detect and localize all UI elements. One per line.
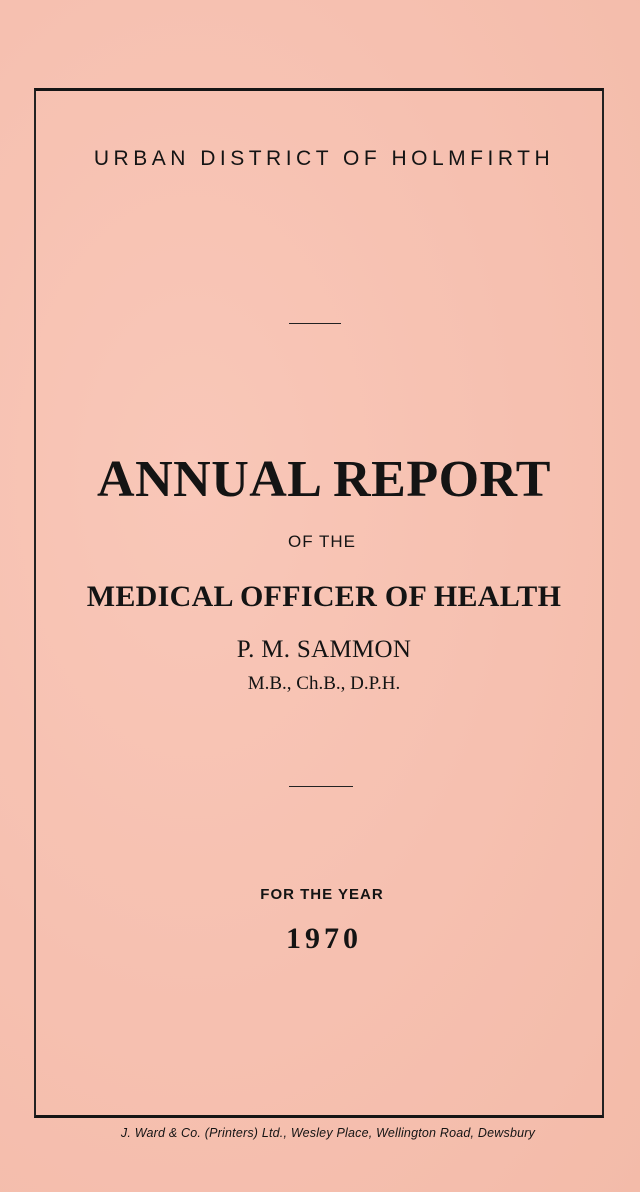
- of-the-text: OF THE: [287, 532, 357, 551]
- report-title: ANNUAL REPORT: [97, 451, 551, 508]
- printer-imprint: J. Ward & Co. (Printers) Ltd., Wesley Place, Wellington Road, Dewsbury: [120, 1126, 536, 1140]
- officer-qualifications: M.B., Ch.B., D.P.H.: [247, 673, 401, 694]
- district-heading: URBAN DISTRICT OF HOLMFIRTH: [93, 147, 555, 170]
- officer-name: P. M. SAMMON: [236, 636, 412, 663]
- report-year: 1970: [286, 922, 362, 955]
- divider-bottom: [289, 786, 353, 787]
- for-the-year-label: FOR THE YEAR: [260, 886, 384, 903]
- report-subtitle: MEDICAL OFFICER OF HEALTH: [86, 580, 562, 613]
- divider-top: [289, 323, 341, 324]
